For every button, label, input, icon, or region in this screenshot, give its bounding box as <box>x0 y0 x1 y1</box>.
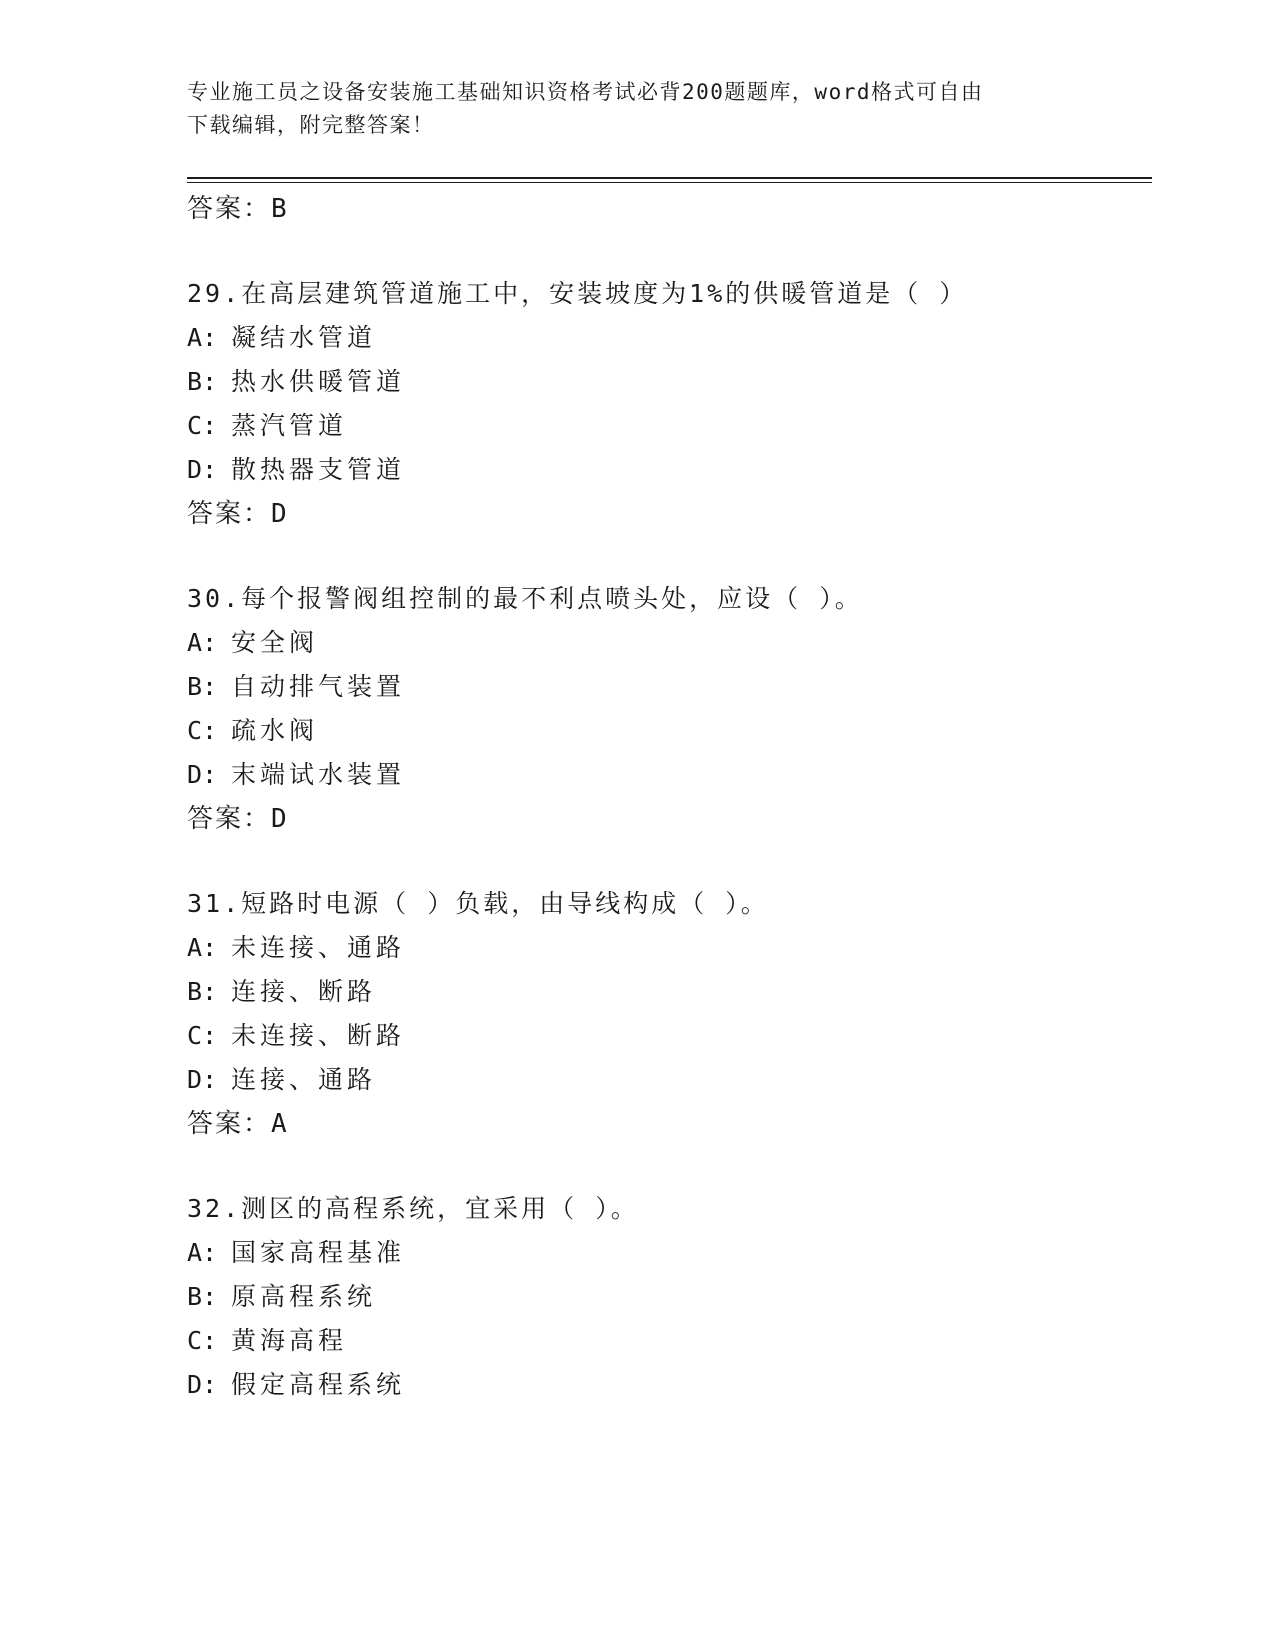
option-letter: B: <box>187 977 218 1006</box>
answer-label: 答案： <box>187 194 272 224</box>
question-30-option-a <box>187 623 318 659</box>
question-29: 29.在高层建筑管道施工中，安装坡度为1%的供暖管道是（ ） <box>187 279 968 308</box>
option-text: 未连接、断路 <box>231 1021 406 1050</box>
option-letter: C: <box>187 1326 218 1355</box>
option-letter: D: <box>187 760 218 789</box>
answer-value: B <box>271 194 289 224</box>
answer-value: D <box>271 804 289 834</box>
option-text: 热水供暖管道 <box>231 367 406 396</box>
header-divider-thick <box>187 177 1152 179</box>
question-31-answer <box>187 1103 289 1140</box>
question-29-option-a <box>187 318 376 354</box>
option-letter: B: <box>187 1282 218 1311</box>
header-divider-thin <box>187 182 1152 183</box>
option-letter: C: <box>187 1021 218 1050</box>
option-text: 未连接、通路 <box>231 933 406 962</box>
option-text: 黄海高程 <box>231 1326 348 1355</box>
answer-label: 答案： <box>187 499 272 529</box>
question-32: 32.测区的高程系统，宜采用（ ）。 <box>187 1194 639 1223</box>
option-letter: D: <box>187 455 218 484</box>
option-text: 自动排气装置 <box>231 672 406 701</box>
question-29-answer <box>187 493 289 530</box>
question-32-option-b <box>187 1277 376 1313</box>
option-letter: B: <box>187 367 218 396</box>
option-letter: A: <box>187 1238 218 1267</box>
option-text: 原高程系统 <box>231 1282 377 1311</box>
answer-value: D <box>271 499 289 529</box>
option-text: 蒸汽管道 <box>231 411 348 440</box>
option-letter: B: <box>187 672 218 701</box>
answer-value: A <box>271 1109 289 1139</box>
question-31-option-a <box>187 928 405 964</box>
header-title-line-1: 专业施工员之设备安装施工基础知识资格考试必背200题题库，word格式可自由 <box>187 80 984 104</box>
question-29-option-b <box>187 362 405 398</box>
question-32-option-c <box>187 1321 347 1357</box>
option-text: 国家高程基准 <box>231 1238 406 1267</box>
option-letter: A: <box>187 933 218 962</box>
question-30-answer <box>187 798 289 835</box>
option-letter: C: <box>187 716 218 745</box>
question-30-option-d <box>187 755 405 791</box>
option-text: 连接、断路 <box>231 977 377 1006</box>
answer-line <box>187 188 289 225</box>
question-32-option-a <box>187 1233 405 1269</box>
question-31-option-d <box>187 1060 376 1096</box>
question-30-option-c <box>187 711 318 747</box>
option-text: 连接、通路 <box>231 1065 377 1094</box>
question-30-option-b <box>187 667 405 703</box>
document-header <box>187 76 1077 142</box>
option-text: 散热器支管道 <box>231 455 406 484</box>
option-letter: A: <box>187 323 218 352</box>
option-text: 疏水阀 <box>231 716 319 745</box>
option-text: 凝结水管道 <box>231 323 377 352</box>
option-letter: D: <box>187 1370 218 1399</box>
option-text: 末端试水装置 <box>231 760 406 789</box>
header-title-line-2: 下载编辑，附完整答案！ <box>187 113 435 137</box>
option-text: 假定高程系统 <box>231 1370 406 1399</box>
option-letter: C: <box>187 411 218 440</box>
question-30: 30.每个报警阀组控制的最不利点喷头处，应设（ ）。 <box>187 584 863 613</box>
option-text: 安全阀 <box>231 628 319 657</box>
question-29-option-d <box>187 450 405 486</box>
option-letter: A: <box>187 628 218 657</box>
question-29-option-c <box>187 406 347 442</box>
option-letter: D: <box>187 1065 218 1094</box>
question-31-option-b <box>187 972 376 1008</box>
question-31-option-c <box>187 1016 405 1052</box>
answer-label: 答案： <box>187 1109 272 1139</box>
question-32-option-d <box>187 1365 405 1401</box>
question-31: 31.短路时电源（ ）负载，由导线构成（ ）。 <box>187 889 769 918</box>
answer-label: 答案： <box>187 804 272 834</box>
